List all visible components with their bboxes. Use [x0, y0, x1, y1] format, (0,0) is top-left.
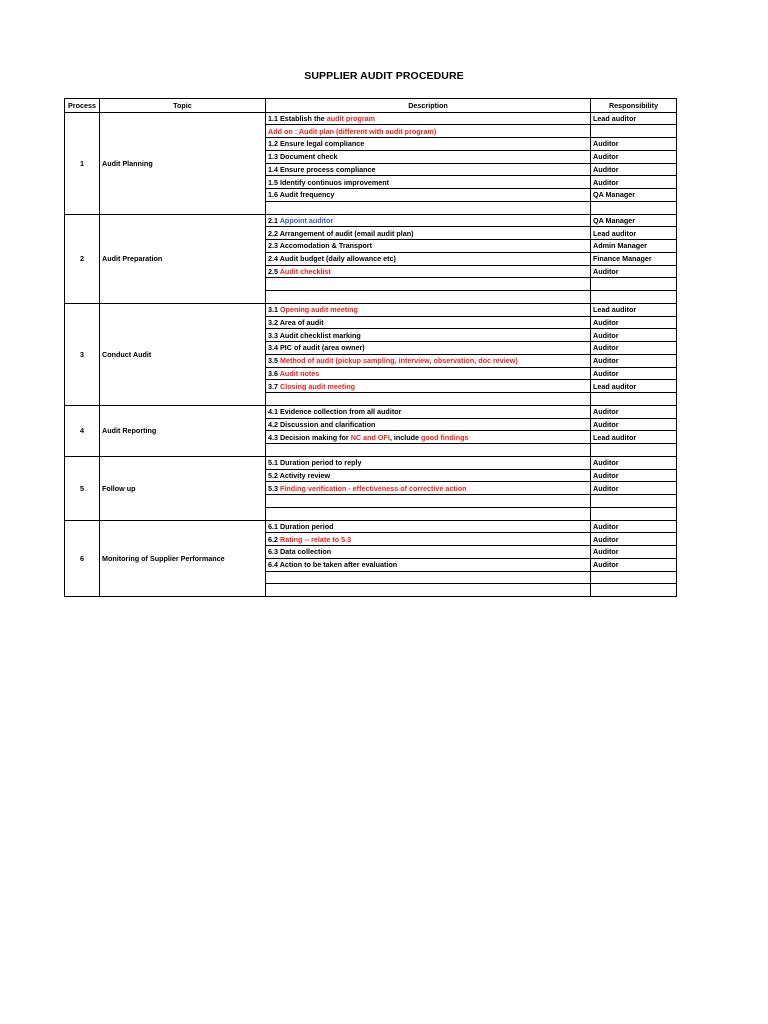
description-text: audit program: [326, 113, 376, 123]
responsibility-cell: [591, 507, 677, 520]
description-text: 3.6: [268, 368, 280, 378]
description-cell: [266, 265, 591, 278]
description-text: 1.5 Identify continuos improvement: [268, 177, 390, 187]
description-text: Opening audit meeting: [280, 305, 358, 315]
description-text: 3.2 Area of audit: [268, 317, 324, 327]
description-text: Add on : Audit plan (different with audit program): [268, 126, 437, 136]
description-cell: [266, 393, 591, 406]
description-text: 2.1: [268, 215, 280, 225]
description-cell: [266, 252, 591, 265]
description-text: Audit notes: [279, 368, 320, 378]
process-number-cell: 3: [65, 303, 100, 405]
responsibility-cell: Auditor: [591, 265, 677, 278]
table-header-row: [65, 99, 677, 113]
description-cell: [266, 240, 591, 253]
responsibility-cell: Lead auditor: [591, 431, 677, 444]
description-text: 4.3 Decision making for: [268, 432, 351, 442]
header-description: Description: [266, 99, 591, 113]
responsibility-cell: Lead auditor: [591, 112, 677, 125]
description-text: 6.3 Data collection: [268, 547, 332, 557]
description-cell: [266, 189, 591, 202]
description-cell: [266, 380, 591, 393]
responsibility-cell: Auditor: [591, 533, 677, 546]
header-responsibility: Responsibility: [591, 99, 677, 113]
table-row: [65, 303, 677, 316]
responsibility-cell: Auditor: [591, 405, 677, 418]
description-text: 6.1 Duration period: [268, 521, 334, 531]
description-cell: [266, 444, 591, 457]
description-text: Audit checklist: [279, 266, 331, 276]
description-cell: [266, 482, 591, 495]
process-number-cell: 4: [65, 405, 100, 456]
topic-cell: Audit Preparation: [100, 214, 266, 303]
responsibility-cell: Auditor: [591, 342, 677, 355]
responsibility-cell: [591, 278, 677, 291]
responsibility-cell: Auditor: [591, 176, 677, 189]
responsibility-cell: Auditor: [591, 469, 677, 482]
description-cell: [266, 495, 591, 508]
description-cell: [266, 163, 591, 176]
responsibility-cell: [591, 444, 677, 457]
description-text: NC and OFI: [350, 432, 390, 442]
description-cell: [266, 227, 591, 240]
description-cell: [266, 571, 591, 584]
process-number-cell: 5: [65, 456, 100, 520]
description-text: 3.1: [268, 305, 280, 315]
topic-cell: Audit Planning: [100, 112, 266, 214]
responsibility-cell: Finance Manager: [591, 252, 677, 265]
table-row: [65, 214, 677, 227]
table-body: [65, 112, 677, 597]
description-text: 3.4 PIC of audit (area owner): [268, 343, 365, 353]
description-text: 3.5: [268, 356, 280, 366]
responsibility-cell: Lead auditor: [591, 303, 677, 316]
responsibility-cell: Auditor: [591, 558, 677, 571]
description-text: Method of audit (pickup sampling, interview, observation, doc review): [280, 356, 518, 366]
responsibility-cell: Auditor: [591, 163, 677, 176]
description-text: 2.4 Audit budget (daily allowance etc): [268, 254, 396, 264]
responsibility-cell: Auditor: [591, 482, 677, 495]
responsibility-cell: [591, 571, 677, 584]
responsibility-cell: Auditor: [591, 520, 677, 533]
description-text: 2.2 Arrangement of audit (email audit plan): [268, 228, 414, 238]
description-cell: [266, 367, 591, 380]
description-text: 1.6 Audit frequency: [268, 190, 335, 200]
description-text: 1.3 Document check: [268, 152, 338, 162]
description-text: 4.2 Discussion and clarification: [268, 419, 376, 429]
responsibility-cell: Lead auditor: [591, 227, 677, 240]
responsibility-cell: Auditor: [591, 354, 677, 367]
table-row: [65, 112, 677, 125]
description-cell: [266, 201, 591, 214]
description-cell: [266, 176, 591, 189]
description-cell: [266, 342, 591, 355]
table-row: [65, 405, 677, 418]
responsibility-cell: [591, 201, 677, 214]
responsibility-cell: [591, 291, 677, 304]
description-text: 4.1 Evidence collection from all auditor: [268, 407, 402, 417]
responsibility-cell: [591, 125, 677, 138]
description-text: 1.1 Establish the: [268, 113, 327, 123]
description-cell: [266, 584, 591, 597]
description-cell: [266, 125, 591, 138]
description-cell: [266, 150, 591, 163]
description-cell: [266, 316, 591, 329]
description-text: good findings: [420, 432, 469, 442]
description-cell: [266, 303, 591, 316]
description-text: 1.2 Ensure legal compliance: [268, 139, 365, 149]
audit-procedure-table: [64, 98, 677, 597]
table-row: [65, 520, 677, 533]
description-text: 2.5: [268, 266, 280, 276]
description-cell: [266, 329, 591, 342]
description-cell: [266, 456, 591, 469]
description-text: 3.3 Audit checklist marking: [268, 330, 361, 340]
description-cell: [266, 354, 591, 367]
description-text: Finding verification - effectiveness of corrective action: [280, 483, 467, 493]
responsibility-cell: Auditor: [591, 150, 677, 163]
responsibility-cell: Auditor: [591, 456, 677, 469]
responsibility-cell: Auditor: [591, 329, 677, 342]
description-text: 5.1 Duration period to reply: [268, 458, 362, 468]
description-text: Closing audit meeting: [280, 381, 356, 391]
description-text: , include: [389, 432, 421, 442]
description-cell: [266, 112, 591, 125]
responsibility-cell: [591, 495, 677, 508]
table-row: [65, 456, 677, 469]
description-text: Appoint auditor: [279, 215, 334, 225]
process-number-cell: 2: [65, 214, 100, 303]
responsibility-cell: Admin Manager: [591, 240, 677, 253]
responsibility-cell: QA Manager: [591, 214, 677, 227]
responsibility-cell: Auditor: [591, 138, 677, 151]
description-cell: [266, 278, 591, 291]
responsibility-cell: Auditor: [591, 316, 677, 329]
description-cell: [266, 291, 591, 304]
responsibility-cell: [591, 393, 677, 406]
description-cell: [266, 138, 591, 151]
topic-cell: Follow up: [100, 456, 266, 520]
description-cell: [266, 214, 591, 227]
description-cell: [266, 533, 591, 546]
description-text: 5.2 Activity review: [268, 470, 331, 480]
description-cell: [266, 405, 591, 418]
description-text: 2.3 Accomodation & Transport: [268, 241, 372, 251]
responsibility-cell: Auditor: [591, 418, 677, 431]
page-title: SUPPLIER AUDIT PROCEDURE: [304, 70, 464, 82]
responsibility-cell: QA Manager: [591, 189, 677, 202]
description-cell: [266, 507, 591, 520]
description-cell: [266, 431, 591, 444]
header-process: Process: [65, 99, 100, 113]
description-text: Rating -- relate to 5.3: [280, 534, 352, 544]
description-cell: [266, 546, 591, 559]
description-text: 5.3: [268, 483, 280, 493]
description-cell: [266, 418, 591, 431]
responsibility-cell: [591, 584, 677, 597]
description-cell: [266, 469, 591, 482]
process-number-cell: 6: [65, 520, 100, 597]
header-topic: Topic: [100, 99, 266, 113]
topic-cell: Conduct Audit: [100, 303, 266, 405]
process-number-cell: 1: [65, 112, 100, 214]
topic-cell: Audit Reporting: [100, 405, 266, 456]
description-text: 1.4 Ensure process compliance: [268, 164, 376, 174]
responsibility-cell: Auditor: [591, 367, 677, 380]
description-text: 6.4 Action to be taken after evaluation: [268, 560, 398, 570]
description-text: 6.2: [268, 534, 280, 544]
description-text: 3.7: [268, 381, 280, 391]
responsibility-cell: Lead auditor: [591, 380, 677, 393]
description-cell: [266, 558, 591, 571]
topic-cell: Monitoring of Supplier Performance: [100, 520, 266, 597]
description-cell: [266, 520, 591, 533]
responsibility-cell: Auditor: [591, 546, 677, 559]
